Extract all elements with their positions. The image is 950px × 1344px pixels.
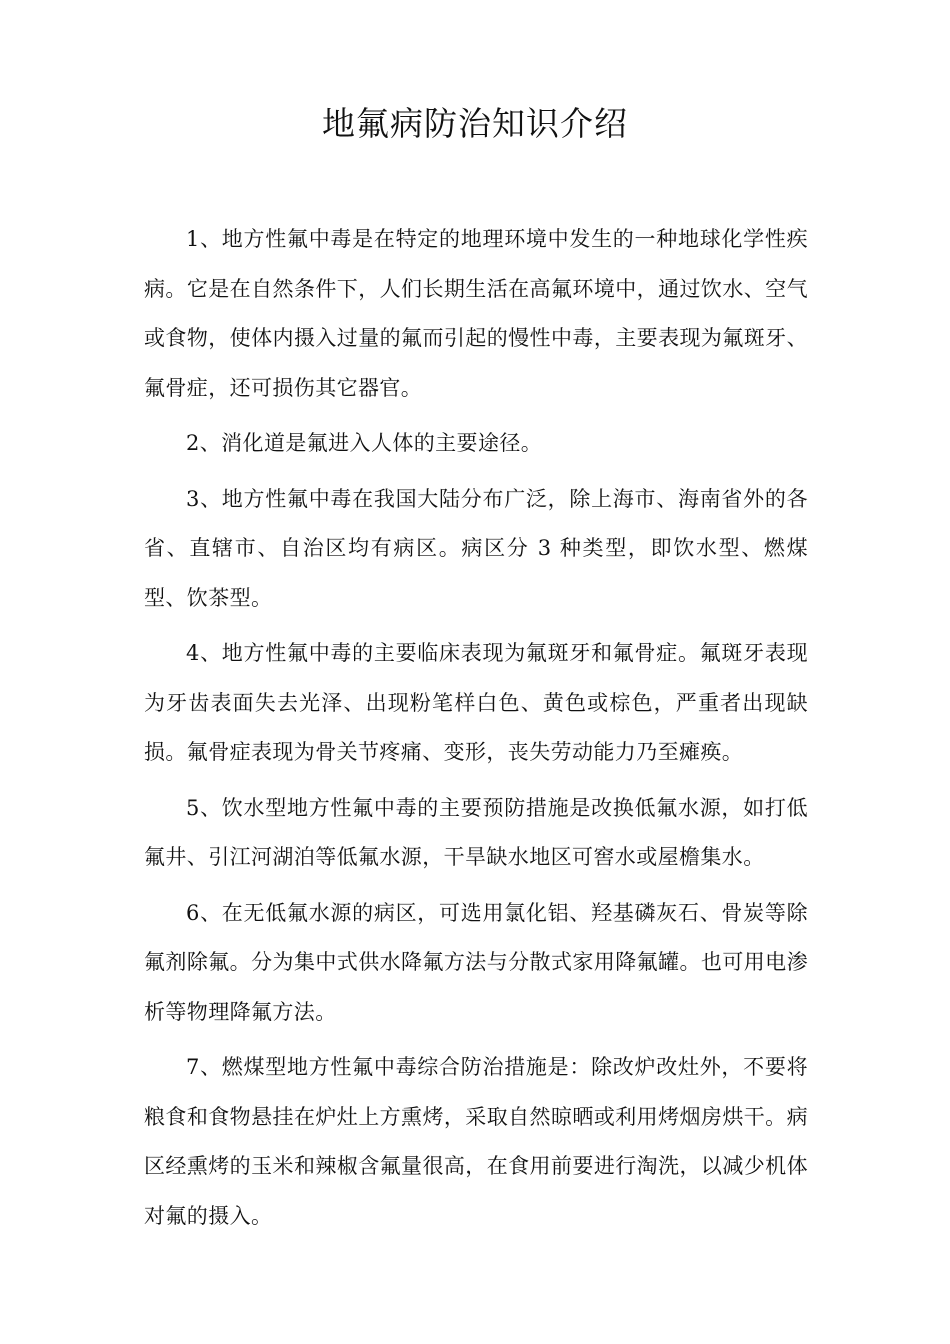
paragraph-5: 5、饮水型地方性氟中毒的主要预防措施是改换低氟水源，如打低氟井、引江河湖泊等低氟水源，干旱缺水地区可窖水或屋檐集水。 bbox=[144, 795, 808, 869]
paragraph-4: 4、地方性氟中毒的主要临床表现为氟斑牙和氟骨症。氟斑牙表现为牙齿表面失去光泽、出现粉笔样白色、黄色或棕色，严重者出现缺损。氟骨症表现为骨关节疼痛、变形，丧失劳动能力乃至瘫痪。 bbox=[144, 641, 808, 764]
document-title: 地氟病防治知识介绍 bbox=[322, 104, 628, 143]
paragraph-6: 6、在无低氟水源的病区，可选用氯化铝、羟基磷灰石、骨炭等除氟剂除氟。分为集中式供水降氟方法与分散式家用降氟罐。也可用电渗析等物理降氟方法。 bbox=[144, 900, 808, 1024]
paragraph-3: 3、地方性氟中毒在我国大陆分布广泛，除上海市、海南省外的各省、直辖市、自治区均有病区。病区分 3 种类型，即饮水型、燃煤型、饮茶型。 bbox=[144, 486, 808, 610]
paragraph-7: 7、燃煤型地方性氟中毒综合防治措施是：除改炉改灶外，不要将粮食和食物悬挂在炉灶上方熏烤，采取自然晾晒或利用烤烟房烘干。病区经熏烤的玉米和辣椒含氟量很高，在食用前要进行淘洗，以减少机体对氟的摄入。 bbox=[144, 1055, 808, 1228]
document-body bbox=[144, 215, 808, 1247]
paragraph-2: 2、消化道是氟进入人体的主要途径。 bbox=[186, 431, 543, 455]
paragraph-1: 1、地方性氟中毒是在特定的地理环境中发生的一种地球化学性疾病。它是在自然条件下，人们长期生活在高氟环境中，通过饮水、空气或食物，使体内摄入过量的氟而引起的慢性中毒，主要表现为氟斑牙、氟骨症，还可损伤其它器官。 bbox=[144, 227, 808, 400]
